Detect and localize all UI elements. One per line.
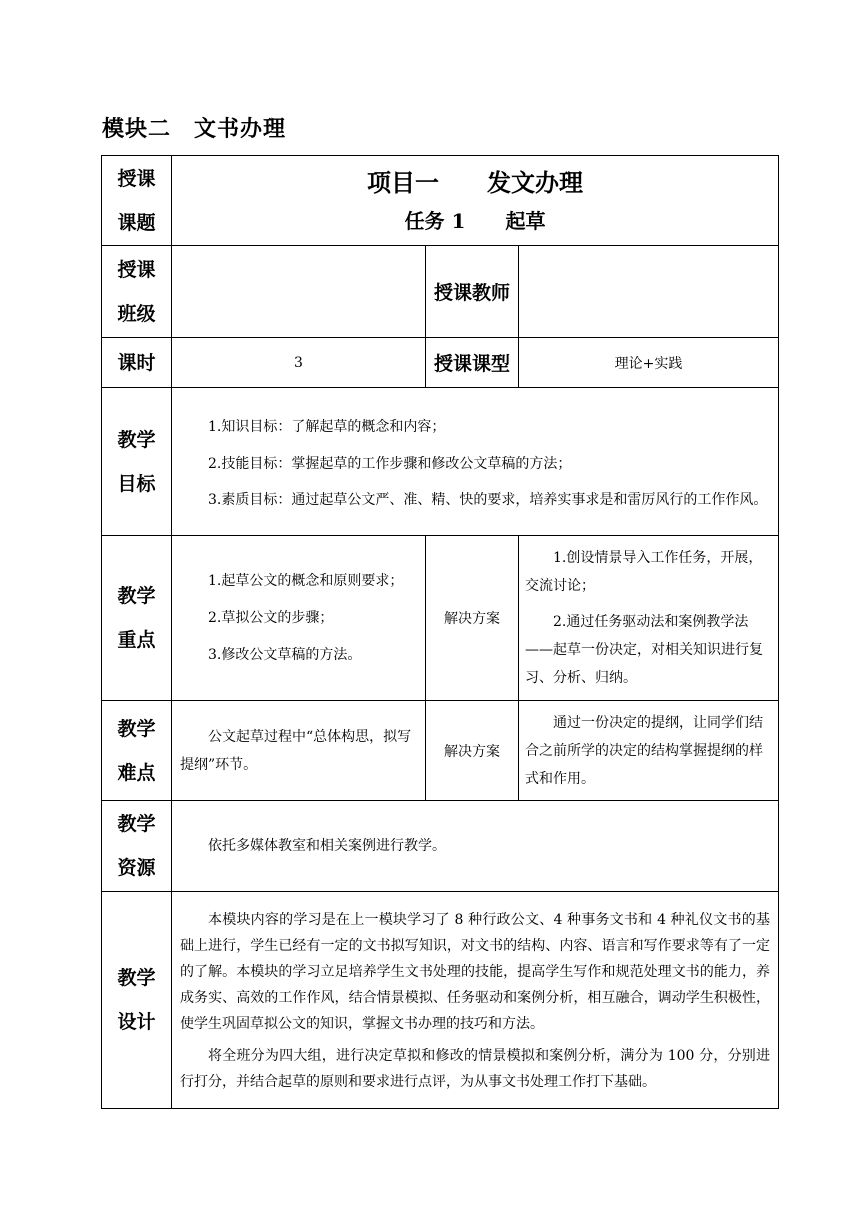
- goal-item: 2.技能目标：掌握起草的工作步骤和修改公文草稿的方法；: [208, 456, 572, 472]
- label-teacher: 授课教师: [426, 246, 519, 338]
- task-title: 任务 1 起草: [404, 208, 546, 233]
- label-difficulty: 教学 难点: [102, 701, 172, 801]
- design-paragraph: 本模块内容的学习是在上一模块学习了 8 种行政公文、4 种事务文书和 4 种礼仪文书的基础上进行，学生已经有一定的文书拟写知识，对文书的结构、内容、语言和写作要求等有了一定的了解。本模块的学习立足培养学生文书处理的技能，提高学生写作和规范处理文书的能力，养成务实、高效的工作作风，结合情景模拟、任务驱动和案例分析，相互融合，调动学生积极性，使学生巩固草拟公文的知识，掌握文书办理的技巧和方法。: [180, 912, 771, 1032]
- row-keypoints: [102, 536, 779, 701]
- goals-cell: [172, 388, 779, 536]
- lesson-type-value: 理论+实践: [519, 338, 779, 388]
- label-keypoints: 教学 重点: [102, 536, 172, 701]
- label-topic: 授课 课题: [102, 156, 172, 246]
- keypoint-item: 3.修改公文草稿的方法。: [208, 646, 362, 663]
- keypoint-item: 2.草拟公文的步骤；: [208, 609, 334, 626]
- label-lesson-type: 授课课型: [426, 338, 519, 388]
- row-hours: [102, 338, 779, 388]
- label-class: 授课 班级: [102, 246, 172, 338]
- row-class: [102, 246, 779, 338]
- resources-cell: [172, 801, 779, 892]
- keypoints-solution-label: 解决方案: [426, 536, 519, 701]
- label-goals: 教学 目标: [102, 388, 172, 536]
- solution-item: 1.创设情景导入工作任务，开展，交流讨论；: [525, 550, 763, 594]
- teacher-value: [519, 246, 779, 338]
- design-paragraph: 将全班分为四大组，进行决定草拟和修改的情景模拟和案例分析，满分为 100 分，分别进行打分，并结合起草的原则和要求进行点评，为从事文书处理工作打下基础。: [180, 1048, 771, 1090]
- module-title: 模块二 文书办理: [102, 116, 287, 142]
- design-cell: [172, 892, 779, 1109]
- difficulty-text: 公文起草过程中“总体构思，拟写提纲”环节。: [180, 728, 412, 773]
- difficulty-solution-label: 解决方案: [426, 701, 519, 801]
- row-difficulty: [102, 701, 779, 801]
- topic-cell: [172, 156, 779, 246]
- keypoints-cell: [172, 536, 426, 701]
- difficulty-solution-text: 通过一份决定的提纲，让同学们结合之前所学的决定的结构掌握提纲的样式和作用。: [525, 714, 763, 787]
- keypoint-item: 1.起草公文的概念和原则要求；: [208, 572, 404, 589]
- row-resources: [102, 801, 779, 892]
- resources-text: 依托多媒体教室和相关案例进行教学。: [208, 837, 446, 854]
- row-design: [102, 892, 779, 1109]
- project-title: 项目一 发文办理: [367, 167, 583, 197]
- label-hours: 课时: [102, 338, 172, 388]
- class-value: [172, 246, 426, 338]
- hours-value: 3: [172, 338, 426, 388]
- row-goals: [102, 388, 779, 536]
- difficulty-solution-cell: [519, 701, 779, 801]
- lesson-plan-table: [101, 155, 779, 1109]
- label-resources: 教学 资源: [102, 801, 172, 892]
- difficulty-cell: [172, 701, 426, 801]
- goal-item: 1.知识目标：了解起草的概念和内容；: [208, 419, 446, 435]
- goal-item: 3.素质目标：通过起草公文严、准、精、快的要求，培养实事求是和雷厉风行的工作作风。: [208, 492, 768, 508]
- solution-item: 2.通过任务驱动法和案例教学法——起草一份决定，对相关知识进行复习、分析、归纳。: [525, 614, 763, 686]
- row-topic: [102, 156, 779, 246]
- label-design: 教学 设计: [102, 892, 172, 1109]
- keypoints-solution-cell: [519, 536, 779, 701]
